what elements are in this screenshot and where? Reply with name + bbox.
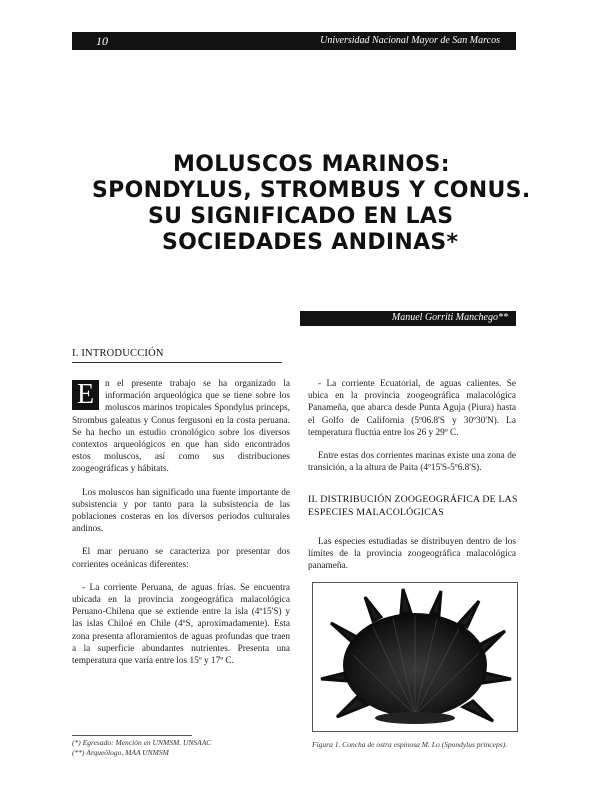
column-right-top [308, 378, 516, 485]
footnote-rule [72, 735, 192, 736]
figure-spondylus-photo [312, 582, 518, 732]
paragraph: Entre estas dos corrientes marinas existe una zona de transición, a la altura de Paita (4º15'S-5º6.8'S). [308, 451, 516, 474]
title-line-4: SOCIEDADES ANDINAS* [162, 230, 459, 255]
paragraph: Las especies estudiadas se distribuyen dentro de los límites de la provincia zoogeográfica malacológica panameña. [308, 537, 516, 572]
title-line-3: SU SIGNIFICADO EN LAS [148, 204, 454, 229]
spondylus-shell-image [313, 583, 517, 731]
title-line-1: MOLUSCOS MARINOS: [173, 152, 450, 177]
page-number: 10 [96, 34, 108, 48]
paragraph [72, 378, 290, 476]
title-line-2: SPONDYLUS, STROMBUS Y CONUS. [92, 178, 531, 203]
running-header-title: Universidad Nacional Mayor de San Marcos [320, 35, 500, 46]
column-left [72, 378, 290, 678]
footnote-1: (*) Egresado: Mención en UNMSM. UNSAAC [72, 738, 212, 747]
figure-caption: Figura 1. Concha de ostra espinosa M. Lo (Spondylus princeps). [312, 740, 507, 749]
paragraph: El mar peruano se caracteriza por presentar dos corrientes oceánicas diferentes: [72, 547, 290, 570]
intro-paragraph-text: n el presente trabajo se ha organizado la información arqueológica que se tiene sobre los moluscos marinos tropicales Spondylus princeps, Strombus galeatus y Conus fergusoni en la costa peruana. Se ha hecho un estudio cronológico sobre los diversos contextos arqueológicos en que han sido encontrados estos moluscos, así como sus distribuciones zoogeográficas y hábitats. [72, 379, 290, 475]
author-name: Manuel Gorriti Manchego** [391, 312, 508, 323]
footnote-2: (**) Arqueólogo, MAA UNMSM [72, 748, 169, 757]
paragraph: - La corriente Ecuatorial, de aguas calientes. Se ubica en la provincia zoogeográfica malacológica Panameña, que abarca desde Punta Aguja (Piura) hasta el Golfo de California (5º06.8'S y 30º30'N). La temperatura fluctúa entre los 26 y 29º C. [308, 379, 516, 438]
author-bar [300, 311, 516, 326]
section-heading-introduction: I. INTRODUCCIÓN [72, 348, 282, 363]
column-right-section2 [308, 536, 516, 584]
drop-cap: E [72, 380, 99, 410]
running-header [72, 32, 516, 50]
section-heading-distribution: II. DISTRIBUCIÓN ZOOGEOGRÁFICA DE LAS ESPECIES MALACOLÓGICAS [308, 494, 518, 518]
footnotes [72, 738, 211, 758]
paragraph: Los moluscos han significado una fuente importante de subsistencia y por tanto para la subsistencia de las poblaciones costeras en los diversos periodos culturales andinos. [72, 487, 290, 535]
paragraph: - La corriente Peruana, de aguas frías. Se encuentra ubicada en la provincia zoogeográfica malacológica Peruano-Chilena que se extiende entre la isla (4º15'S) y las islas Chiloé en Chile (4ºS, aproximadamente). Esta zona presenta afloramientos de aguas profundas que traen a la superficie abundantes nutrientes. Presenta una temperatura que varía entre los 15º y 17º C. [72, 582, 290, 667]
